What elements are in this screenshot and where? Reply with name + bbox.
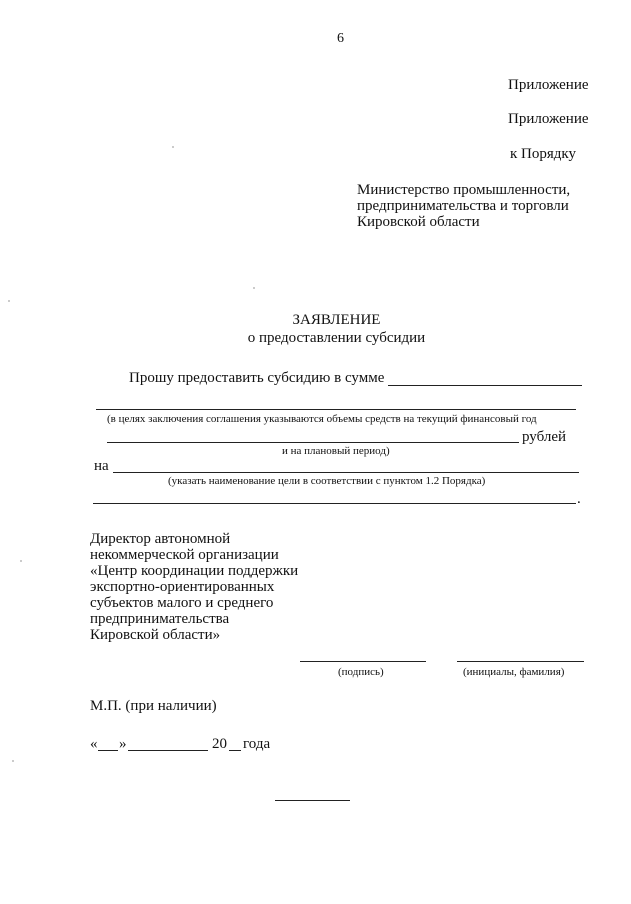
document-title: ЗАЯВЛЕНИЕ	[292, 312, 381, 328]
signer-block	[90, 531, 298, 643]
signer-line: предпринимательства	[90, 611, 230, 627]
purpose-continuation-line	[93, 503, 576, 504]
initials-line	[457, 661, 584, 662]
signer-line: Директор автономной	[90, 531, 231, 547]
initials-caption: (инициалы, фамилия)	[463, 666, 565, 678]
purpose-prefix: на	[94, 458, 109, 474]
header-to-procedure: к Порядку	[510, 146, 576, 162]
note-purpose: (указать наименование цели в соответствии с пунктом 1.2 Порядка)	[168, 475, 486, 487]
addressee-line: предпринимательства и торговли	[357, 198, 569, 214]
page-number: 6	[337, 31, 344, 46]
scan-speck	[12, 760, 14, 762]
date-year-prefix: 20	[212, 736, 227, 752]
amount-words-line	[96, 409, 576, 410]
header-appendix: Приложение	[508, 77, 589, 93]
signature-line	[300, 661, 426, 662]
scan-speck	[8, 300, 10, 302]
amount-field-line	[388, 385, 582, 386]
addressee-line: Кировской области	[357, 214, 480, 230]
scan-speck	[172, 146, 174, 148]
date-quote-open: «	[90, 736, 98, 752]
signer-line: экспортно-ориентированных	[90, 579, 275, 595]
scan-speck	[20, 560, 22, 562]
addressee-line: Министерство промышленности,	[357, 182, 571, 198]
signer-line: некоммерческой организации	[90, 547, 279, 563]
addressee-block	[357, 182, 570, 230]
purpose-field-line	[113, 472, 579, 473]
date-month-line	[128, 750, 208, 751]
rubles-label: рублей	[522, 429, 567, 445]
note-planned-period: и на плановый период)	[282, 445, 390, 457]
signer-line: Кировской области»	[90, 627, 221, 643]
end-separator-line	[275, 800, 350, 801]
request-text: Прошу предоставить субсидию в сумме	[129, 370, 385, 386]
end-period: .	[577, 491, 581, 507]
signer-line: субъектов малого и среднего	[90, 595, 274, 611]
stamp-note: М.П. (при наличии)	[90, 698, 217, 714]
signature-caption: (подпись)	[338, 666, 384, 678]
header-appendix-repeat: Приложение	[508, 111, 589, 127]
document-subtitle: о предоставлении субсидии	[247, 330, 426, 346]
signer-line: «Центр координации поддержки	[90, 563, 299, 579]
date-quote-close: »	[119, 736, 127, 752]
note-agreement: (в целях заключения соглашения указываются объемы средств на текущий финансовый год	[107, 413, 537, 425]
date-year-suffix: года	[243, 736, 271, 752]
date-day-line	[98, 750, 118, 751]
date-year-line	[229, 750, 241, 751]
scan-speck	[253, 287, 255, 289]
rubles-amount-line	[107, 442, 519, 443]
